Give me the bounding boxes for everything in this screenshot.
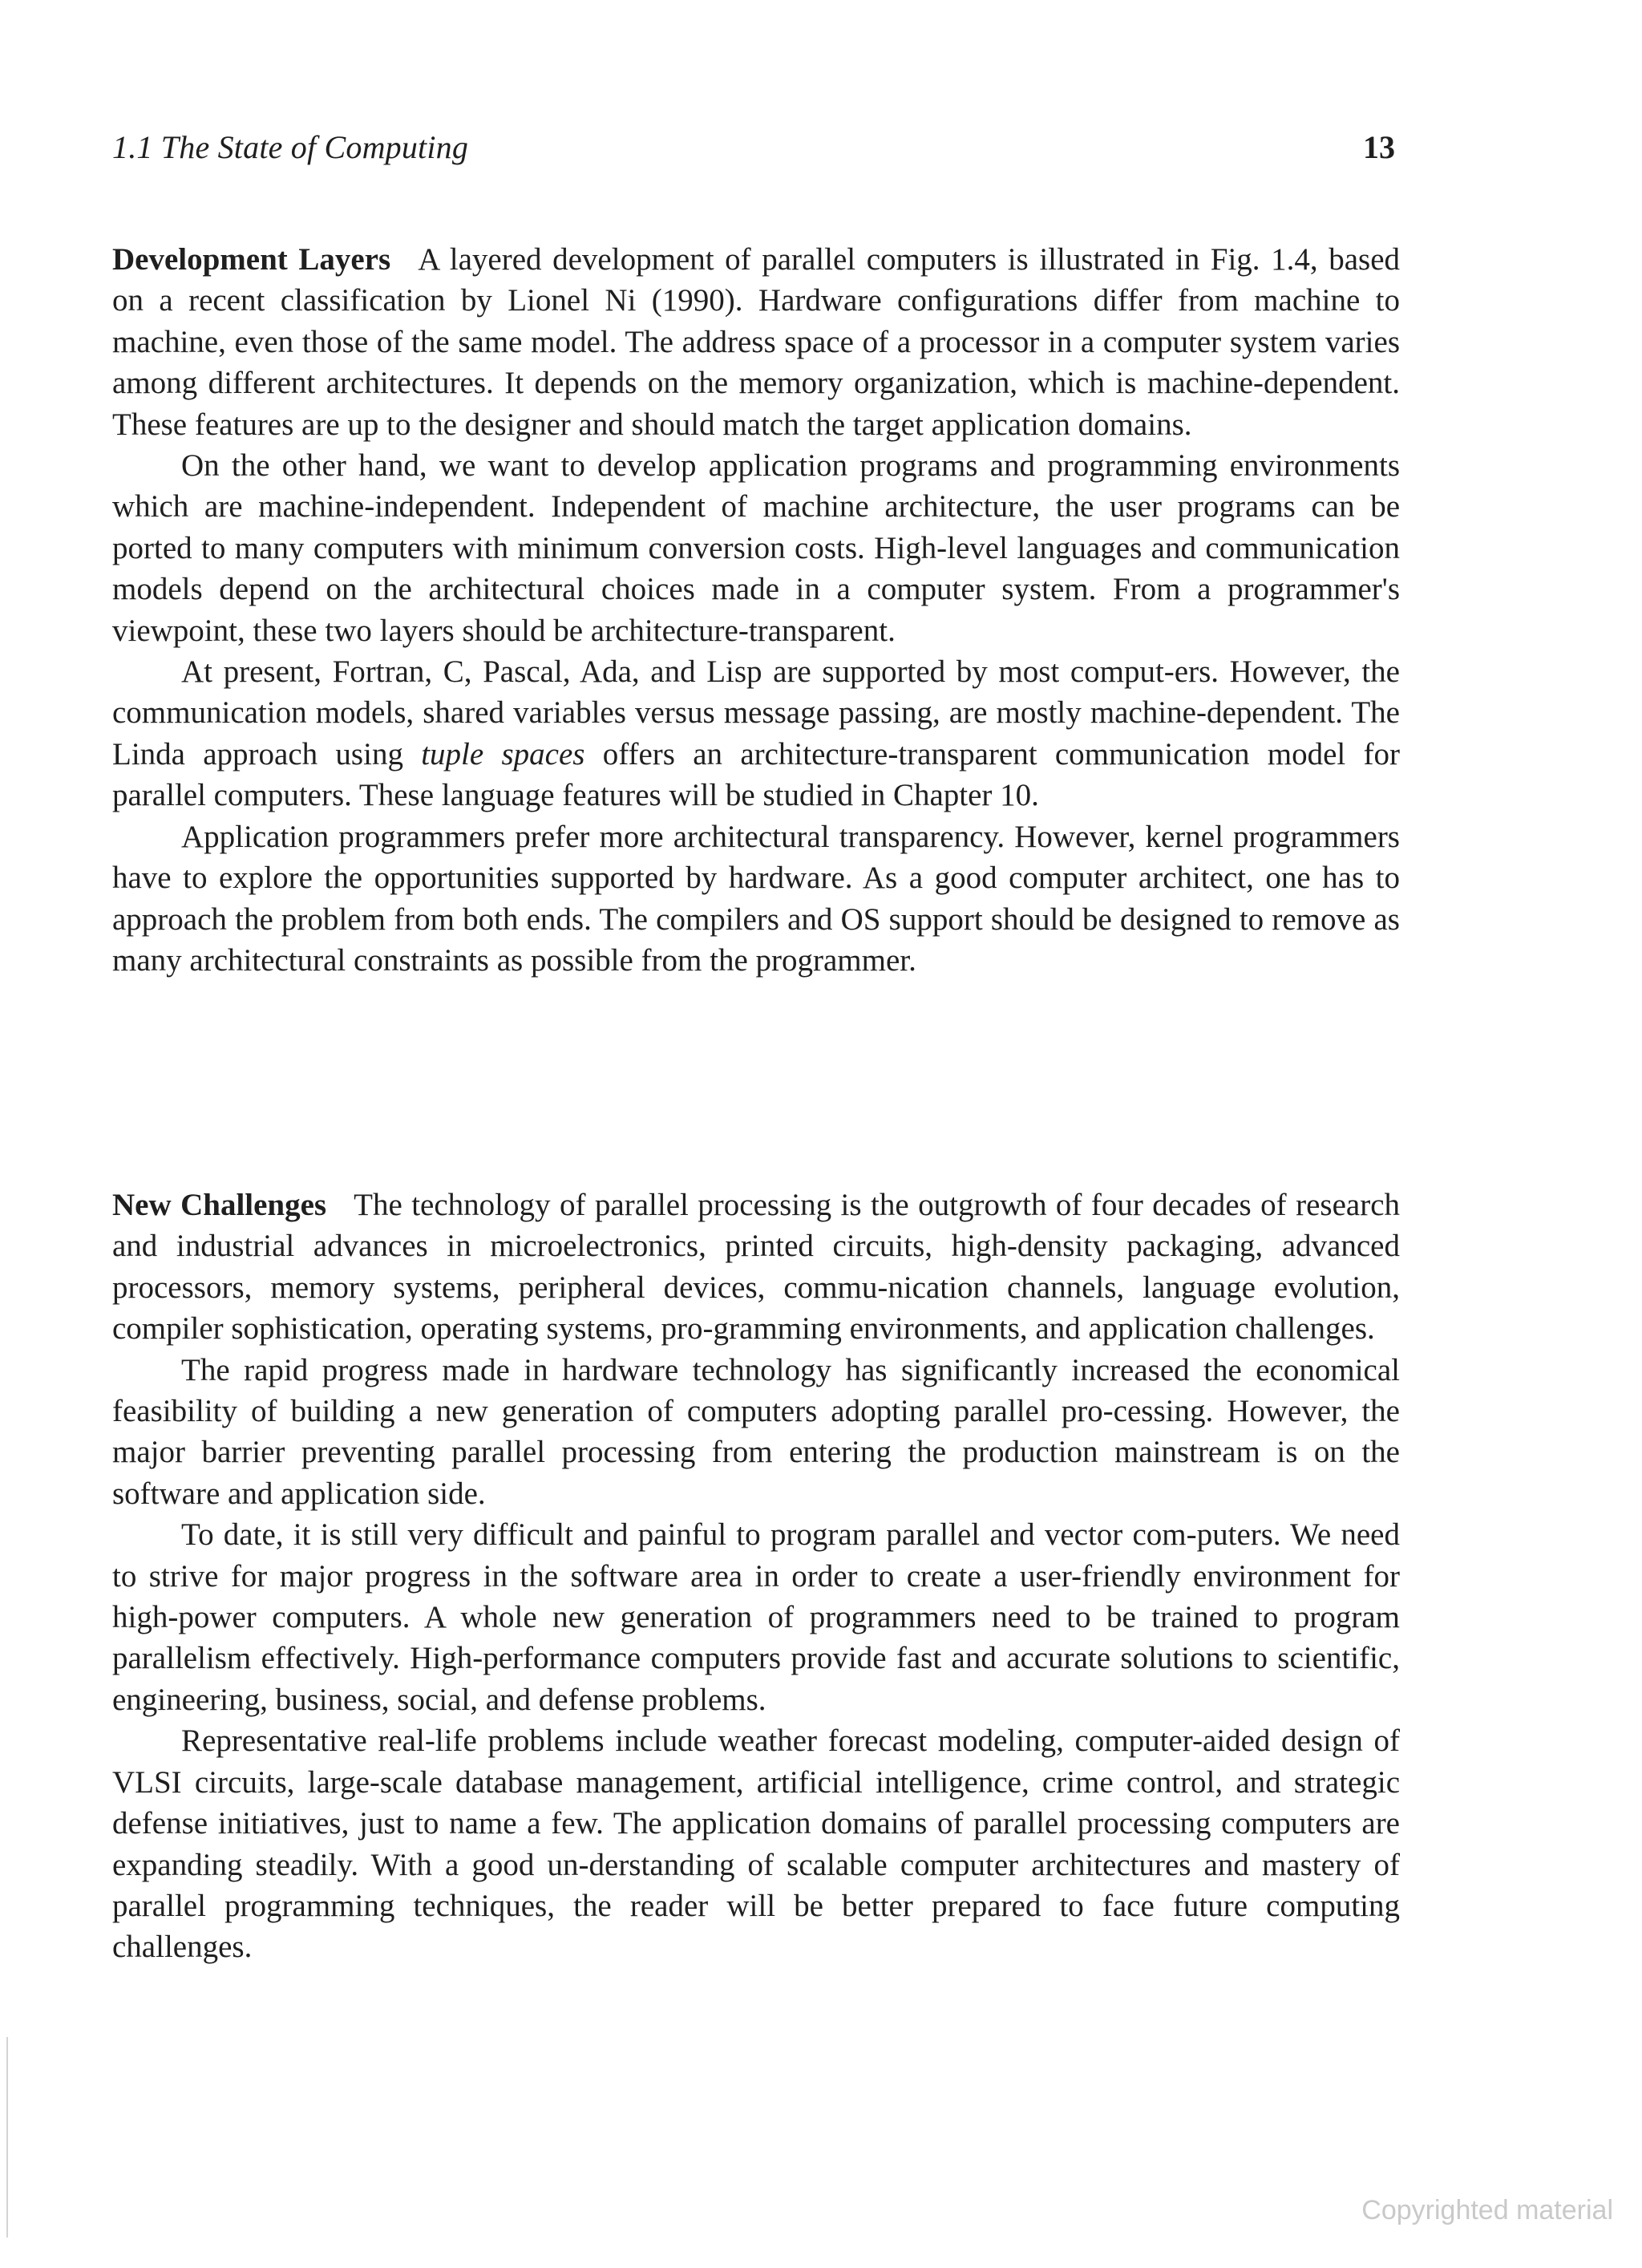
paragraph-text: The technology of parallel processing is the outgrowth of four decades of research and industrial advances in microelectronics, printed circuits, high-density packaging, advanced processors, memory systems, peripheral devices, commu-nication channels, language evolution, compiler sophistication, operating systems, pro-gramming environments, and application challenges.	[112, 1188, 1401, 1347]
paragraph: Representative real-life problems include weather forecast modeling, computer-aided design of VLSI circuits, large-scale database management, artificial intelligence, crime control, and strategic defense initiatives, just to name a few. The application domains of parallel processing computers are expanding steadily. With a good un-derstanding of scalable computer architectures and mastery of parallel programming techniques, the reader will be better prepared to face future computing challenges.	[112, 1723, 1400, 1965]
paragraph: To date, it is still very difficult and painful to program parallel and vector com-puters. We need to strive for major progress in the software area in order to create a user-friendly environment for high-power computers. A whole new generation of programmers need to be trained to program parallelism effectively. High-performance computers provide fast and accurate solutions to scientific, engineering, business, social, and defense problems.	[112, 1517, 1400, 1717]
paragraph-text: A layered development of parallel computers is illustrated in Fig. 1.4, based on a recent classification by Lionel Ni (1990). Hardware configurations differ from machine to machine, even those of the same model. The address space of a processor in a computer system varies among different architectures. It depends on the memory organization, which is machine-dependent. These features are up to the designer and should match the target application domains.	[112, 242, 1400, 442]
section-heading: Development Layers	[112, 242, 391, 277]
paragraph: Application programmers prefer more architectural transparency. However, kernel programmers have to explore the opportunities supported by hardware. As a good computer architect, one has to approach the problem from both ends. The compilers and OS support should be designed to remove as many architectural constraints as possible from the programmer.	[112, 819, 1400, 978]
emphasis-term: tuple spaces	[421, 736, 585, 772]
page-number: 13	[1363, 129, 1395, 165]
paragraph	[112, 239, 1400, 445]
paragraph: On the other hand, we want to develop application programs and programming environments which are machine-independent. Independent of machine architecture, the user programs can be ported to many computers with minimum conversion costs. High-level languages and communication models depend on the architectural choices made in a computer system. From a programmer's viewpoint, these two layers should be architecture-transparent.	[112, 448, 1400, 648]
section-heading: New Challenges	[112, 1188, 327, 1222]
section-new-challenges	[112, 1185, 1400, 1968]
running-head	[112, 128, 1395, 173]
running-head-section-title: 1.1 The State of Computing	[112, 129, 469, 165]
paragraph	[112, 1185, 1400, 1350]
copyright-watermark: Copyrighted material	[1361, 2195, 1613, 2225]
scan-margin-line	[6, 2037, 8, 2238]
section-development-layers	[112, 239, 1400, 981]
paragraph: At present, Fortran, C, Pascal, Ada, and Lisp are supported by most comput-ers. However, the communication models, shared variables versus message passing, are mostly machine-dependent. The Linda approach using tuple spaces offers an architecture-transparent communication model for parallel computers. These language features will be studied in Chapter 10.	[112, 654, 1400, 813]
paragraph: The rapid progress made in hardware technology has significantly increased the economical feasibility of building a new generation of computers adopting parallel pro-cessing. However, the major barrier preventing parallel processing from entering the production mainstream is on the software and application side.	[112, 1352, 1400, 1511]
